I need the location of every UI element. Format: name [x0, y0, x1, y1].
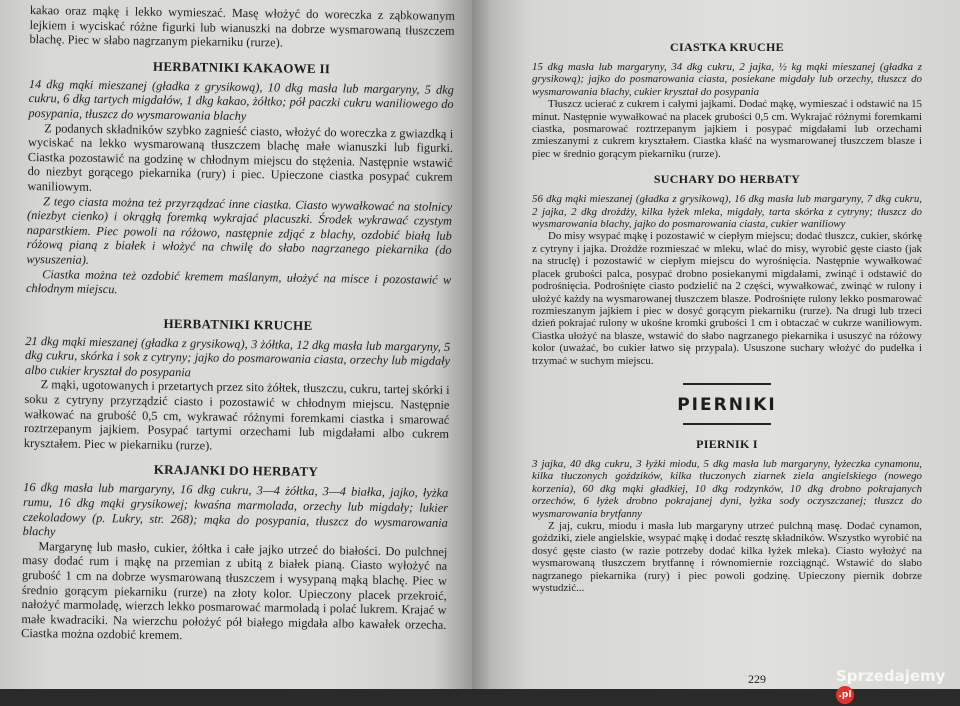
- recipe-title: SUCHARY DO HERBATY: [653, 172, 801, 187]
- watermark-badge: .pl: [836, 686, 854, 704]
- chapter-divider: [683, 423, 771, 425]
- instructions: Z podanych składników szybko zagnieść ciasto, włożyć do woreczka z gwiazdką i wyciskać na lekko wysmarowaną tłuszczem blachę małe wianuszki lub figurki. Ciastka pozostawić na godzinę w chłodnym miejscu do stężenia. Następnie wstawić do niezbyt gorącego piekarnika (rury) i piec. Upieczone ciastka posypać cukrem waniliowym.: [27, 120, 454, 194]
- recipe-title: HERBATNIKI KRUCHE: [163, 315, 313, 333]
- chapter-divider: [683, 383, 771, 385]
- instructions: Ciastka można też ozdobić kremem maślanym, ułożyć na misce i pozostawić w chłodnym miejscu.: [25, 266, 452, 297]
- watermark-logo: [836, 666, 960, 706]
- right-page: [472, 0, 960, 689]
- recipe-title: CIASTKA KRUCHE: [670, 40, 784, 54]
- left-column: [21, 3, 455, 647]
- instructions: Do misy wsypać mąkę i pozostawić w ciepłym miejscu; dodać tłuszcz, cukier, skórkę z cytryny i jajka. Drożdże rozmieszać w mleku, wlać do misy, wyrobić gęste ciasto (jak na struclę) i pozostawić w ciepłym miejscu do wyrośnięcia. Następnie wywałkować placek grubości palca, posypać drobno posiekanymi migdałami, zwinąć i odstawić do podrośnięcia. Podrośnięte ciasto podzielić na 2 części, wywałkować, zwinąć w rulony i ułożyć każdy na wysmarowanej tłuszczem blasze. Podrośnięte rulony lekko posmarować rozmieszanym jajkiem i piec w dosyć gorącym piekarniku (rurze). Na drugi lub trzeci dzień pokrajać rulony w ukośne kromki grubości 1 cm i obtaczać w cukrze waniliowym. Ciastka ułożyć na blasze, wstawić do słabo nagrzanego piekarnika i ususzyć na różowy kolor (uważać, bo cukier łatwo się przypala). Ususzone suchary włożyć do pudełka i trzymać w suchym miejscu.: [532, 230, 922, 367]
- ingredients: 14 dkg mąki mieszanej (gładka z grysikową), 10 dkg masła lub margaryny, 5 dkg cukru, 6 dkg tartych migdałów, 1 dkg kakao, żółtko; pół paczki cukru waniliowego do posypania, tłuszcz do wysmarowania blachy: [28, 76, 454, 123]
- instructions: Margarynę lub masło, cukier, żółtka i całe jajko utrzeć do białości. Do pulchnej masy dodać rum i mąkę na przemian z ubitą z białek pianą. Ciasto wyłożyć na grubość 1 cm na dobrze wysmarowaną tłuszczem i wysypaną mąką blachę. Piec w średnio gorącym piekarniku (rurze) na złoty kolor. Upieczony placek przekroić, nałożyć marmoladę, wierzch lekko posmarować marmoladą i polać lukrem. Krajać w małe kwadraciki. Na wierzchu położyć pół białego migdała albo kawałek orzecha. Ciastka można ozdobić kremem.: [21, 538, 448, 643]
- ingredients: 3 jajka, 40 dkg cukru, 3 łyżki miodu, 5 dkg masła lub margaryny, łyżeczka cynamonu, kilka tłuczonych goździków, kilka tłuczonych ziarnek ziela angielskiego (nowego korzenia), 60 dkg mąki gładkiej, 10 dkg rodzynków, 10 dkg drobno pokrajanych orzechów, 6 łyżek drobno pokrajanej dyni, łyżka sody oczyszczanej; tłuszcz do wysmarowania brytfanny: [532, 457, 922, 520]
- instructions: Z tego ciasta można też przyrządzać inne ciastka. Ciasto wywałkować na stolnicy (niezbyt cienko) i okrągłą foremką wykrajać placuszki. Środek wykrawać czystym naparstkiem. Piec powoli na różowo, następnie zdjąć z blachy, ozdobić białą lub różową pianą z białek i włożyć na chwilę do słabo nagrzanego piekarnika (do wysuszenia).: [26, 193, 453, 267]
- recipe-title: HERBATNIKI KAKAOWE II: [152, 58, 331, 76]
- left-page: [0, 0, 472, 689]
- instructions: Tłuszcz ucierać z cukrem i całymi jajkami. Dodać mąkę, wymieszać i odstawić na 15 minut. Następnie wywałkować na placek grubości 0,5 cm. Wykrajać różnymi foremkami ciastka, posmarować roztrzepanym jajkiem i posypać migdałami lub orzechami zmieszanymi z cukrem kryształem. Ciastka kłaść na wysmarowanej tłuszczem blasze i piec w średnio gorącym piekarniku (rurze).: [532, 98, 922, 160]
- watermark-text: Sprzedajemy: [836, 667, 946, 685]
- ingredients: 16 dkg masła lub margaryny, 16 dkg cukru, 3—4 żółtka, 3—4 białka, jajko, łyżka rumu, 16 dkg mąki grysikowej; kwaśna marmolada, orzechy lub migdały; lukier czekoladowy (p. Lukry, str. 268); mąka do posypania, tłuszcz do wysmarowania blachy: [22, 480, 449, 539]
- recipe-title: PIERNIK I: [696, 436, 758, 451]
- instructions: Z jaj, cukru, miodu i masła lub margaryny utrzeć pulchną masę. Dodać cynamon, goździki, ziele angielskie, wsypać mąkę i dodać resztę składników. Wszystko wyrobić na dosyć gęste ciasto (w razie potrzeby dodać kilka łyżek mleka). Ciasto wyłożyć na wysmarowaną tłuszczem brytfannę i równomiernie rozciągnąć. Wstawić do słabo nagrzanego piekarnika (rury) i piec powoli godzinę. Upieczony piernik dobrze wystudzić...: [532, 519, 922, 594]
- recipe-title: KRAJANKI DO HERBATY: [153, 462, 319, 480]
- ingredients: 21 dkg mąki mieszanej (gładka z grysikową), 3 żółtka, 12 dkg masła lub margaryny, 5 dkg cukru, skórka i sok z cytryny; jajko do posmarowania ciasta, orzechy lub migdały albo cukier kryształ do posypania: [24, 333, 451, 380]
- intro-paragraph: kakao oraz mąkę i lekko wymieszać. Masę włożyć do woreczka z ząbkowanym lejkiem i wyciskać różne figurki lub wianuszki na dobrze wysmarowaną tłuszczem blachę. Piec w słabo nagrzanym piekarniku (rurze).: [29, 3, 455, 50]
- chapter-title: PIERNIKI: [677, 394, 777, 415]
- instructions: Z mąki, ugotowanych i przetartych przez sito żółtek, tłuszczu, cukru, tartej skórki i soku z cytryny przyrządzić ciasto i pozostawić w chłodnym miejscu. Następnie wałkować na grubość 0,5 cm, wykrawać różnymi foremkami ciastka i smarować roztrzepanym jajkiem. Posypać tartymi orzechami lub migdałami albo cukrem kryształem. Piec w piekarniku (rurze).: [23, 377, 450, 453]
- page-number: 229: [748, 672, 766, 686]
- right-column: [532, 40, 922, 594]
- ingredients: 56 dkg mąki mieszanej (gładka z grysikową), 16 dkg masła lub margaryny, 7 dkg cukru, 2 jajka, 2 dkg drożdży, kilka łyżek mleka, migdały, tarta skórka z cytryny; tłuszcz do wysmarowania blachy, jajko do posmarowania ciasta, cukier waniliowy: [532, 193, 922, 231]
- ingredients: 15 dkg masła lub margaryny, 34 dkg cukru, 2 jajka, ½ kg mąki mieszanej (gładka z grysikową); jajko do posmarowania ciasta, posiekane migdały lub orzechy, tłuszcz do wysmarowania blachy, cukier kryształ do posypania: [532, 61, 922, 98]
